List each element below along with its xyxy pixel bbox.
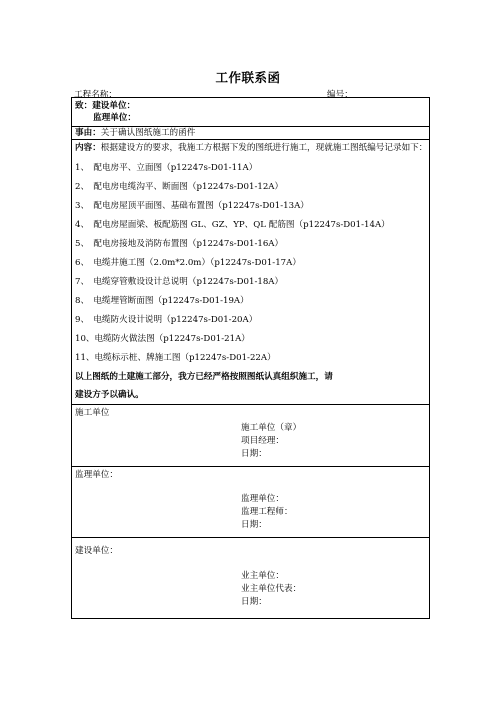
- drawing-item-3: 3、 配电房屋顶平面图、基础布置图（p12247s-D01-13A）: [75, 201, 309, 211]
- document-title: 工作联系函: [215, 70, 281, 85]
- project-name-label: 工程名称：: [74, 90, 117, 100]
- supervisor-date-label: 日期：: [241, 520, 267, 530]
- owner-signature-block: [72, 538, 429, 618]
- document-number-label: 编号：: [327, 90, 353, 100]
- drawing-item-9: 9、 电缆防火设计说明（p12247s-D01-20A）: [75, 315, 258, 325]
- supervisor-heading: 监理单位：: [75, 470, 118, 480]
- owner-heading: 建设单位：: [75, 546, 118, 556]
- drawing-item-10: 10、电缆防火做法图（p12247s-D01-21A）: [75, 334, 250, 344]
- conclusion-line-2: 建设方予以确认。: [75, 390, 144, 400]
- drawing-item-1: 1、 配电房平、立面图（p12247s-D01-11A）: [75, 163, 258, 173]
- project-manager-label: 项目经理：: [241, 436, 284, 446]
- conclusion-line-1: 以上图纸的土建施工部分，我方已经严格按照图纸认真组织施工，请: [75, 372, 333, 382]
- drawing-item-7: 7、 电缆穿管敷设设计总说明（p12247s-D01-18A）: [75, 277, 284, 287]
- subject-text: 关于确认图纸施工的函件: [100, 128, 196, 138]
- content-intro: 根据建设方的要求，我施工方根据下发的图纸进行施工，现就施工图纸编号记录如下：: [100, 143, 428, 153]
- drawing-item-5: 5、 配电房接地及消防布置图（p12247s-D01-16A）: [75, 239, 284, 249]
- supervisor-signature-block: [72, 467, 429, 538]
- owner-date-label: 日期：: [241, 597, 267, 607]
- content-row: [72, 140, 429, 405]
- addressee-owner-label: 致：建设单位：: [75, 101, 136, 111]
- owner-unit-label: 业主单位：: [241, 571, 284, 581]
- contractor-signature-block: [72, 405, 429, 467]
- drawing-item-11: 11、电缆标示桩、牌施工图（p12247s-D01-22A）: [75, 353, 276, 363]
- subject-line: [75, 128, 195, 139]
- addressee-supervisor-label: 监理单位：: [93, 113, 136, 123]
- drawing-item-8: 8、 电缆埋管断面图（p12247s-D01-19A）: [75, 296, 249, 306]
- liaison-form-table: [71, 97, 430, 619]
- addressee-row: [72, 98, 429, 127]
- owner-representative-label: 业主单位代表：: [241, 584, 302, 594]
- supervisor-unit-label: 监理单位：: [241, 494, 284, 504]
- drawing-item-6: 6、 电缆井施工图（2.0m*2.0m）（p12247s-D01-17A）: [75, 258, 301, 268]
- contractor-date-label: 日期：: [241, 449, 267, 459]
- drawing-item-4: 4、 配电房屋面梁、板配筋图 GL、GZ、YP、QL 配筋图（p12247s-D01-14A）: [75, 220, 390, 230]
- content-intro-line: [75, 143, 427, 154]
- subject-row: [72, 127, 429, 140]
- contractor-heading: 施工单位: [75, 408, 110, 418]
- drawing-item-2: 2、 配电房电缆沟平、断面图（p12247s-D01-12A）: [75, 182, 284, 192]
- supervising-engineer-label: 监理工程师：: [241, 507, 293, 517]
- contractor-seal-label: 施工单位（章）: [241, 423, 302, 433]
- subject-label: 事由：: [75, 128, 101, 138]
- content-label: 内容：: [75, 143, 101, 153]
